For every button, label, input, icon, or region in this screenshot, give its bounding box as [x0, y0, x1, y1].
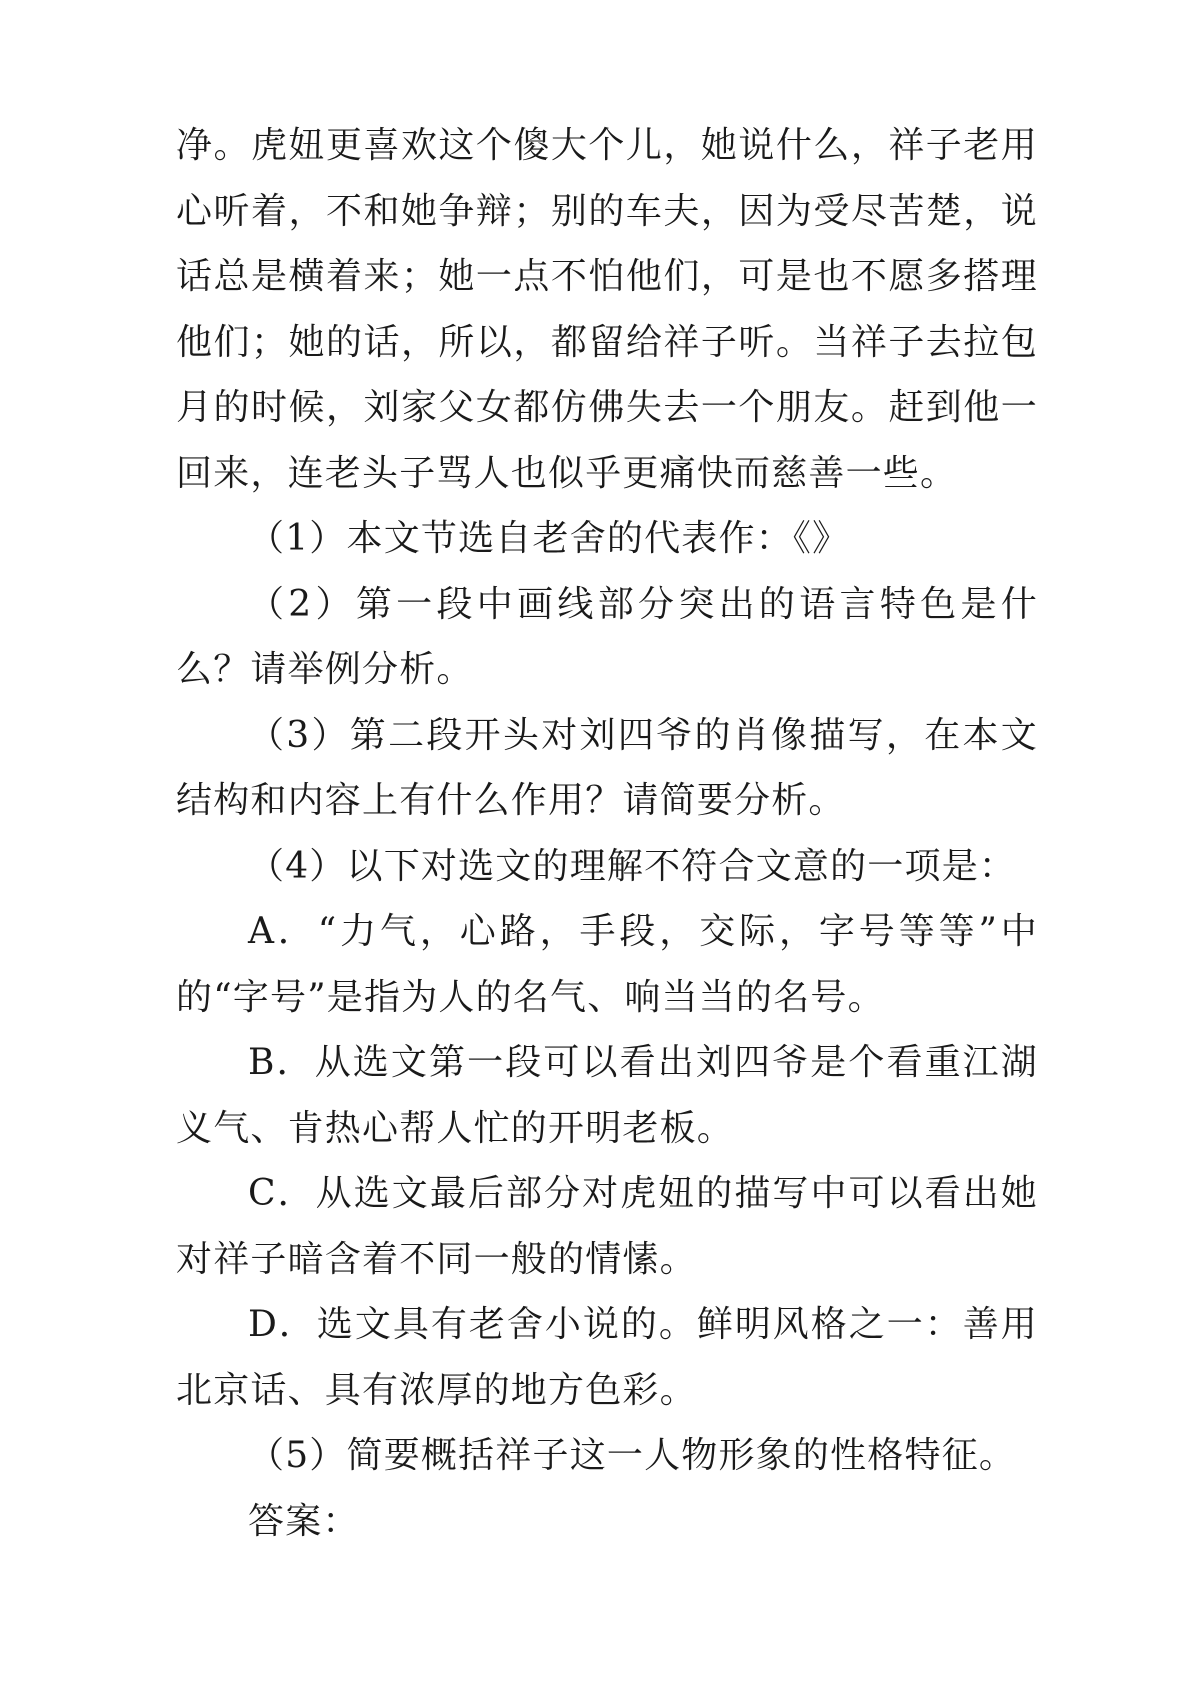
option-d: D．选文具有老舍小说的。鲜明风格之一：善用北京话、具有浓厚的地方色彩。	[176, 1304, 1038, 1411]
question-1: （1）本文节选自老舍的代表作：《》	[248, 518, 850, 559]
question-5: （5）简要概括祥子这一人物形象的性格特征。	[248, 1435, 1017, 1476]
document-body	[176, 113, 1038, 1554]
option-c: C．从选文最后部分对虎妞的描写中可以看出她对祥子暗含着不同一般的情愫。	[176, 1173, 1038, 1280]
answer-label: 答案：	[248, 1500, 360, 1542]
option-a: A．“力气，心路，手段，交际，字号等等”中的“字号”是指为人的名气、响当当的名号。	[176, 911, 1038, 1018]
passage-continuation: 净。虎妞更喜欢这个傻大个儿，她说什么，祥子老用心听着，不和她争辩；别的车夫，因为受尽苦楚，说话总是横着来；她一点不怕他们，可是也不愿多搭理他们；她的话，所以，都留给祥子听。当祥子去拉包月的时候，刘家父女都仿佛失去一个朋友。赶到他一回来，连老头子骂人也似乎更痛快而慈善一些。	[176, 125, 1038, 494]
option-b: B．从选文第一段可以看出刘四爷是个看重江湖义气、肯热心帮人忙的开明老板。	[176, 1042, 1038, 1149]
question-2: （2）第一段中画线部分突出的语言特色是什么？请举例分析。	[176, 583, 1038, 690]
question-4: （4）以下对选文的理解不符合文意的一项是：	[248, 845, 1017, 887]
question-3: （3）第二段开头对刘四爷的肖像描写，在本文结构和内容上有什么作用？请简要分析。	[176, 714, 1038, 821]
